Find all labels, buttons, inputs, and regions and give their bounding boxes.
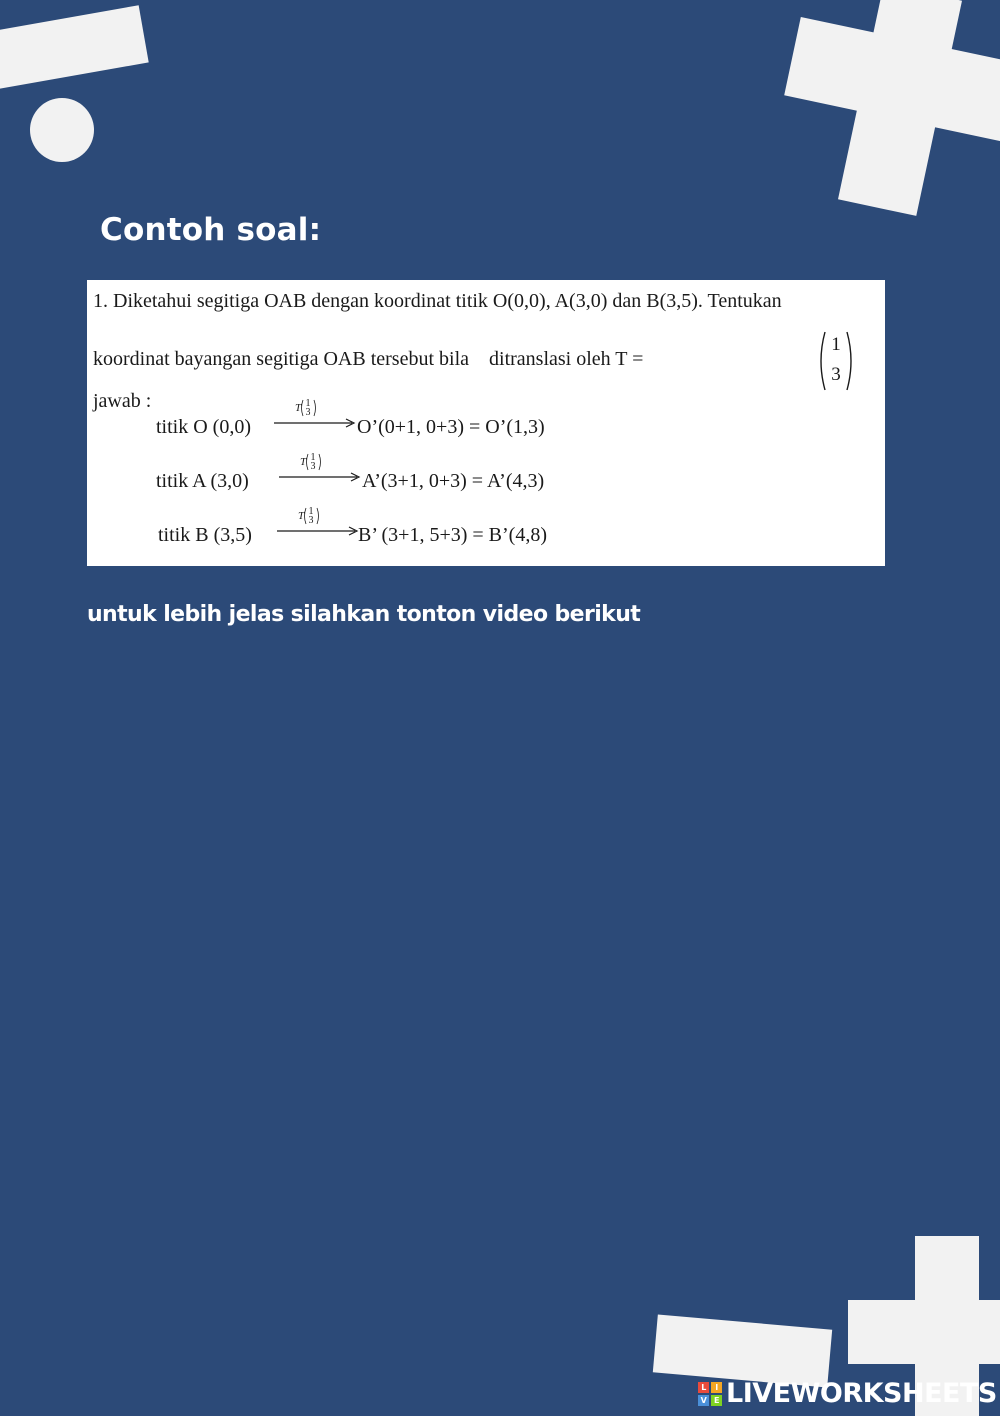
arrow-label: T bbox=[298, 510, 305, 522]
problem-card bbox=[87, 280, 885, 566]
translation-arrow bbox=[272, 398, 358, 430]
decor-minus-bottom bbox=[653, 1314, 832, 1387]
step-point-b: titik B (3,5) bbox=[158, 524, 252, 546]
answer-label: jawab : bbox=[93, 390, 152, 412]
step-result-b: B’ (3+1, 5+3) = B’(4,8) bbox=[358, 524, 547, 546]
translation-arrow bbox=[275, 506, 361, 538]
video-instruction: untuk lebih jelas silahkan tonton video berikut bbox=[87, 602, 641, 627]
liveworksheets-icon: L I V E bbox=[698, 1382, 722, 1406]
watermark-text: LIVEWORKSHEETS bbox=[726, 1378, 997, 1409]
problem-line-2: koordinat bayangan segitiga OAB tersebut bila ditranslasi oleh T = bbox=[93, 348, 644, 370]
arrow-label: T bbox=[300, 456, 307, 468]
translation-vector bbox=[817, 330, 855, 392]
vector-bottom: 3 bbox=[831, 364, 841, 385]
translation-arrow bbox=[277, 452, 363, 484]
step-point-a: titik A (3,0) bbox=[156, 470, 249, 492]
page-title: Contoh soal: bbox=[100, 212, 322, 248]
step-point-o: titik O (0,0) bbox=[156, 416, 251, 438]
arrow-label: T bbox=[295, 402, 302, 414]
liveworksheets-logo bbox=[698, 1378, 997, 1409]
step-result-o: O’(0+1, 0+3) = O’(1,3) bbox=[357, 416, 545, 438]
arrow-vec-bottom: 3 bbox=[305, 407, 311, 418]
decor-minus-top-left bbox=[0, 5, 149, 93]
arrow-vec-top: 1 bbox=[308, 506, 314, 517]
problem-line-1: 1. Diketahui segitiga OAB dengan koordinat titik O(0,0), A(3,0) dan B(3,5). Tentukan bbox=[93, 290, 782, 312]
vector-top: 1 bbox=[831, 334, 841, 355]
decor-dot-top-left bbox=[30, 98, 94, 162]
arrow-vec-bottom: 3 bbox=[310, 461, 316, 472]
arrow-vec-top: 1 bbox=[305, 398, 311, 409]
arrow-vec-bottom: 3 bbox=[308, 515, 314, 526]
arrow-vec-top: 1 bbox=[310, 452, 316, 463]
decor-plus-bottom-right-h bbox=[848, 1300, 1000, 1364]
step-result-a: A’(3+1, 0+3) = A’(4,3) bbox=[362, 470, 545, 492]
